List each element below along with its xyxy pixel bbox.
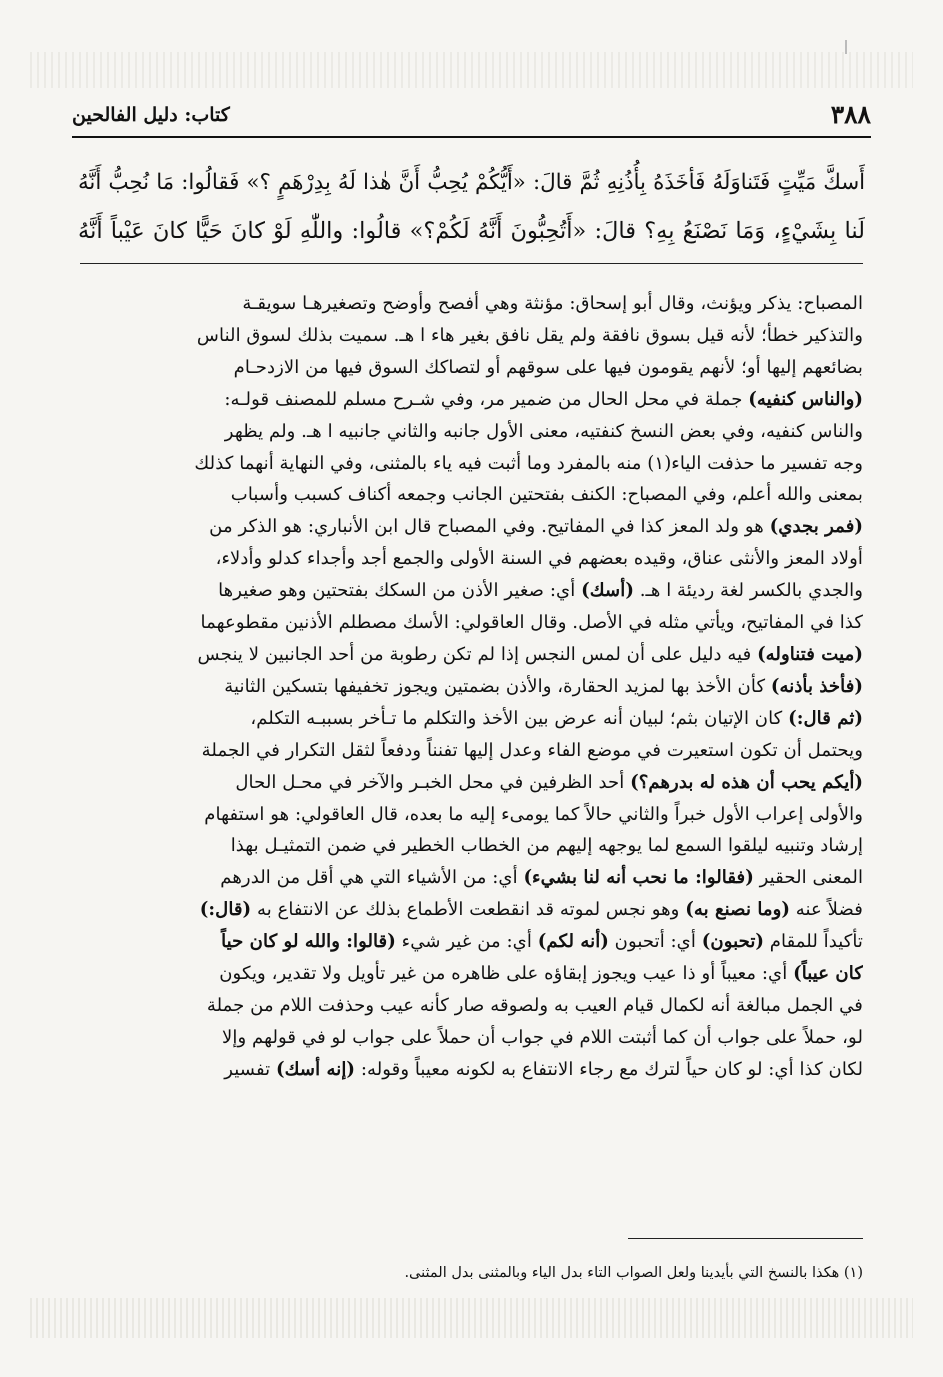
commentary-segment: لكان كذا أي: لو كان حياً لترك مع رجاء الانتفاع به لكونه معيباً وقوله: bbox=[355, 1058, 863, 1080]
commentary-segment: والأولى إعراب الأول خبراً والثاني حالاً كما يومىء إليه ما بعده، قال العاقولي: هو استفهام bbox=[204, 803, 863, 825]
commentary-line bbox=[80, 352, 863, 384]
commentary-line bbox=[80, 384, 863, 416]
commentary-segment: وجه تفسير ما حذفت الياء(١) منه بالمفرد وما أثبت فيه ياء بالمثنى، وفي النهاية أنهما كذلك bbox=[194, 452, 863, 474]
commentary-segment: والجدي بالكسر لغة رديئة ا هـ. bbox=[633, 580, 863, 602]
commentary-line bbox=[80, 543, 863, 575]
commentary-line bbox=[80, 830, 863, 862]
commentary-line bbox=[80, 320, 863, 352]
commentary-line bbox=[80, 703, 863, 735]
commentary-segment: بضائعهم إليها أو؛ لأنهم يقومون فيها على سوقهم أو لتصاكك السوق فيها من الازدحـام bbox=[233, 356, 863, 378]
commentary-line bbox=[80, 479, 863, 511]
commentary-segment: وهو نجس لموته قد انقطعت الأطماع بذلك عن الانتفاع به bbox=[251, 899, 686, 921]
separator-rule bbox=[80, 263, 863, 264]
commentary-segment: في الجمل مبالغة أنه لكمال قيام العيب به ولصوقه صار كأنه عيب وحذفت اللام من جملة bbox=[206, 994, 863, 1016]
commentary-segment: كان الإتيان بثم؛ لبيان أنه عرض بين الأخذ والتكلم ما تـأخر بسببـه التكلم، bbox=[250, 707, 789, 729]
quoted-term: (أيكم يحب أن هذه له بدرهم؟) bbox=[630, 771, 863, 793]
commentary-line bbox=[80, 607, 863, 639]
quoted-term: (وما نصنع به) bbox=[685, 899, 791, 921]
commentary-segment: بمعنى والله أعلم، وفي المصباح: الكنف بفتحتين الجانب وجمعه أكناف كسبب وأسباب bbox=[230, 484, 863, 506]
quoted-term: (إنه أسك) bbox=[276, 1058, 356, 1080]
commentary-line bbox=[80, 1054, 863, 1086]
commentary-segment: ويحتمل أن تكون استعيرت في موضع الفاء وعدل إليها تفنناً ودفعاً لثقل التكرار في الجملة bbox=[201, 739, 863, 761]
commentary-segment: جملة في محل الحال من ضمير مر، وفي شـرح مسلم للمصنف قولـه: bbox=[224, 388, 749, 410]
commentary-line bbox=[80, 288, 863, 320]
commentary-segment: المعنى الحقير bbox=[753, 867, 863, 889]
quoted-term: (أنه لكم) bbox=[537, 931, 609, 953]
commentary-segment: هو ولد المعز كذا في المفاتيح. وفي المصباح قال ابن الأنباري: هو الذكر من bbox=[209, 516, 770, 538]
quoted-term: (ميت فتناوله) bbox=[757, 643, 863, 665]
footnote: (١) هكذا بالنسخ التي بأيدينا ولعل الصواب التاء بدل الياء وبالمثنى بدل المثنى. bbox=[404, 1265, 863, 1281]
quoted-term: (والناس كنفيه) bbox=[748, 388, 863, 410]
commentary-line bbox=[80, 448, 863, 480]
commentary-segment: تأكيداً للمقام bbox=[764, 931, 863, 953]
page-edge-texture-top bbox=[30, 52, 913, 88]
commentary-segment: أي: معيباً أو ذا عيب ويجوز إبقاؤه على ظاهره من غير تأويل ولا تقدير، ويكون bbox=[219, 963, 794, 985]
commentary-segment: المصباح: يذكر ويؤنث، وقال أبو إسحاق: مؤنثة وهي أفصح وأوضح وتصغيرهـا سويقـة bbox=[242, 293, 863, 314]
quoted-term: (قال:) bbox=[199, 899, 252, 921]
commentary-line bbox=[80, 862, 863, 894]
quoted-term: (تحبون) bbox=[701, 931, 764, 953]
commentary-text bbox=[80, 288, 863, 1086]
commentary-segment: فضلاً عنه bbox=[790, 899, 863, 921]
commentary-line bbox=[80, 575, 863, 607]
footnote-rule bbox=[628, 1238, 863, 1239]
commentary-line bbox=[80, 639, 863, 671]
quoted-term: (فمر بجدي) bbox=[769, 516, 863, 538]
commentary-segment: أولاد المعز والأنثى عناق، وقيده بعضهم في السنة الأولى والجمع أجد وأجداء كدلو وأدلاء، bbox=[215, 548, 863, 570]
scan-mark bbox=[845, 40, 847, 54]
commentary-segment: أي: من غير شيء bbox=[395, 931, 538, 953]
commentary-segment: فيه دليل على أن لمس النجس إذا لم تكن رطوبة من أحد الجانبين لا ينجس bbox=[197, 643, 758, 665]
commentary-line bbox=[80, 958, 863, 990]
page-edge-texture-bottom bbox=[30, 1298, 913, 1338]
commentary-line bbox=[80, 926, 863, 958]
commentary-segment: كذا في المفاتيح، ويأتي مثله في الأصل. وقال العاقولي: الأسك مصطلم الأذنين مقطوعهما bbox=[200, 612, 863, 634]
hadith-line: لَنا بِشَيْءٍ، وَمَا نَصْنَعُ بِهِ؟ قالَ: «أَتُحِبُّونَ أَنَّهُ لَكُمْ؟» قالُوا: واللّٰهِ لَوْ كانَ حَيًّا كانَ عَيْباً أَنَّهُ bbox=[78, 218, 865, 244]
commentary-line bbox=[80, 767, 863, 799]
commentary-segment: تفسير bbox=[224, 1058, 276, 1080]
quoted-term: (أسك) bbox=[581, 580, 634, 602]
commentary-line bbox=[80, 799, 863, 831]
commentary-line bbox=[80, 990, 863, 1022]
commentary-segment: كأن الأخذ بها لمزيد الحقارة، والأذن بضمتين ويجوز تخفيفها بتسكين الثانية bbox=[224, 675, 771, 697]
commentary-line bbox=[80, 416, 863, 448]
page-header bbox=[72, 100, 871, 134]
commentary-segment: والناس كنفيه، وفي بعض النسخ كنفتيه، معنى الأول جانبه والثاني جانبيه ا هـ. ولم يظهر bbox=[224, 420, 863, 442]
commentary-line bbox=[80, 511, 863, 543]
commentary-line bbox=[80, 894, 863, 926]
commentary-segment: أي: من الأشياء التي هي أقل من الدرهم bbox=[220, 867, 524, 889]
commentary-segment: إرشاد وتنبيه ليلقوا السمع لما يوجهه إليهم من الخطاب الخطير في ضمن التمثيـل بهذا bbox=[230, 835, 863, 857]
quoted-term: (فأخذ بأذنه) bbox=[770, 675, 863, 697]
commentary-line bbox=[80, 1022, 863, 1054]
commentary-segment: أحد الظرفين في محل الخبـر والآخر في محـل الحال bbox=[235, 771, 631, 793]
commentary-line bbox=[80, 735, 863, 767]
page-number: ٣٨٨ bbox=[830, 100, 871, 129]
hadith-text bbox=[78, 158, 865, 256]
quoted-term: كان عيباً) bbox=[793, 963, 863, 985]
quoted-term: (ثم قال:) bbox=[788, 707, 863, 729]
quoted-term: (فقالوا: ما نحب أنه لنا بشيء) bbox=[523, 867, 754, 889]
book-title: كتاب: دليل الفالحين bbox=[72, 104, 230, 126]
commentary-segment: لو، حملاً على جواب أن كما أثبتت اللام في جواب أن حملاً على جواب لو في قولهم وإلا bbox=[222, 1026, 863, 1048]
hadith-line: أَسكَّ مَيِّتٍ فَتَناوَلَهُ فَأخَذَهُ بِأُذُنِهِ ثُمَّ قالَ: «أَيُّكُمْ يُحِبُّ أَنَّ هٰذا لَهُ بِدِرْهَمٍ ؟» فَقالُوا: مَا نُحِبُّ أَنَّهُ bbox=[78, 170, 865, 195]
header-rule bbox=[72, 136, 871, 138]
commentary-segment: والتذكير خطأ؛ لأنه قيل بسوق نافقة ولم يقل نافق بغير هاء ا هـ. سميت بذلك لسوق الناس bbox=[196, 324, 863, 346]
commentary-segment: أي: أتحبون bbox=[608, 931, 702, 953]
quoted-term: (قالوا: والله لو كان حياً bbox=[221, 931, 396, 953]
commentary-line bbox=[80, 671, 863, 703]
commentary-segment: أي: صغير الأذن من السكك بفتحتين وهو صغيرها bbox=[218, 580, 582, 602]
